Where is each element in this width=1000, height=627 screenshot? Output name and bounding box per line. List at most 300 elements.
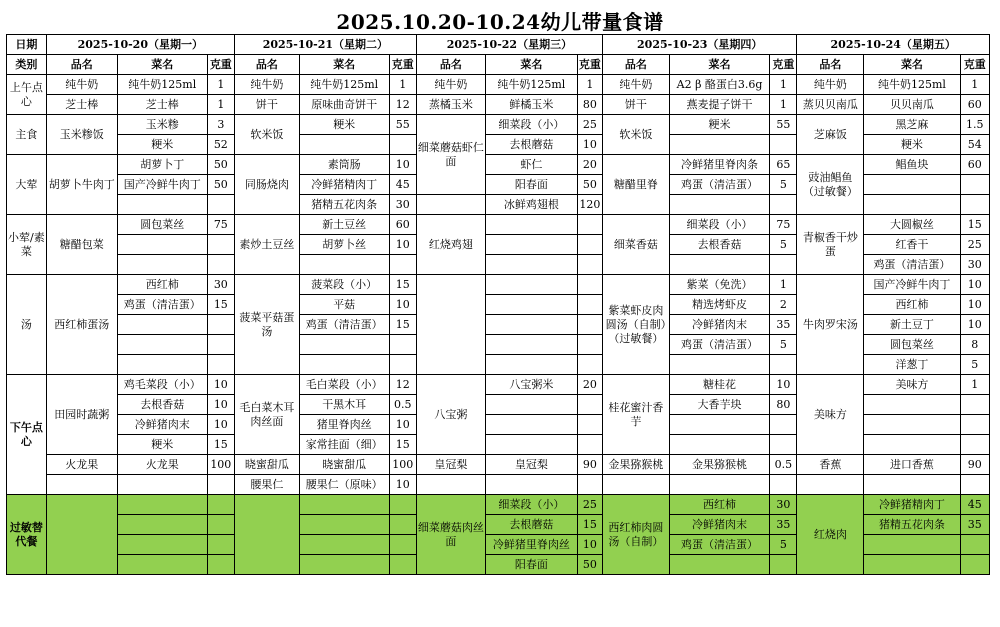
weight-cell: 90 — [960, 455, 989, 475]
weight-cell: 75 — [770, 215, 797, 235]
dish-cell: 细菜香菇 — [602, 215, 669, 275]
ingredient-cell: 鸡蛋（清洁蛋） — [864, 255, 960, 275]
dish-cell: 晓蜜甜瓜 — [234, 455, 299, 475]
ingredient-cell — [117, 475, 207, 495]
weight-cell: 15 — [207, 435, 234, 455]
dish-cell: 香蕉 — [797, 455, 864, 475]
weight-cell — [207, 355, 234, 375]
ingredient-cell — [485, 475, 577, 495]
ingredient-cell: 西红柿 — [864, 295, 960, 315]
ingredient-cell: 阳春面 — [485, 555, 577, 575]
dish-cell: 胡萝卜牛肉丁 — [46, 155, 117, 215]
ingredient-cell: 细菜段（小） — [485, 115, 577, 135]
ingredient-cell: 去根蘑菇 — [485, 135, 577, 155]
weight-cell: 1 — [577, 75, 602, 95]
ingredient-cell: 芝士棒 — [117, 95, 207, 115]
weight-cell — [960, 555, 989, 575]
weight-cell: 50 — [207, 155, 234, 175]
dish-cell: 皇冠梨 — [416, 455, 485, 475]
weight-cell: 1 — [389, 75, 416, 95]
weight-cell — [389, 135, 416, 155]
weight-cell: 45 — [389, 175, 416, 195]
table-row — [7, 95, 990, 115]
table-row — [7, 375, 990, 395]
ingredient-cell: 冷鲜猪精肉丁 — [864, 495, 960, 515]
ingredient-cell: 西红柿 — [117, 275, 207, 295]
table-row — [7, 115, 990, 135]
dish-cell — [602, 475, 669, 495]
ingredient-cell — [299, 255, 389, 275]
dish-cell: 蒸贝贝南瓜 — [797, 95, 864, 115]
dish-cell: 金果猕猴桃 — [602, 455, 669, 475]
dish-cell: 纯牛奶 — [797, 75, 864, 95]
ingredient-cell: 精选烤虾皮 — [669, 295, 769, 315]
dish-cell: 紫菜虾皮肉圆汤（自制）（过敏餐） — [602, 275, 669, 375]
weight-cell — [389, 355, 416, 375]
dish-label: 品名 — [602, 55, 669, 75]
dish-cell: 糖醋包菜 — [46, 215, 117, 275]
ingredient-cell: A2 β 酪蛋白3.6g — [669, 75, 769, 95]
weight-cell: 25 — [577, 495, 602, 515]
ingredient-cell: 红香干 — [864, 235, 960, 255]
weight-cell: 10 — [577, 135, 602, 155]
date-label: 日期 — [7, 35, 47, 55]
day-header-thu: 2025-10-23（星期四） — [602, 35, 796, 55]
dish-cell: 西红柿蛋汤 — [46, 275, 117, 375]
ingredient-cell: 冷鲜猪精肉丁 — [299, 175, 389, 195]
weight-cell: 1 — [207, 95, 234, 115]
weight-cell — [770, 355, 797, 375]
weight-cell — [577, 215, 602, 235]
weight-cell — [577, 475, 602, 495]
ingredient-cell: 冰鲜鸡翅根 — [485, 195, 577, 215]
ingredient-cell: 大香芋块 — [669, 395, 769, 415]
category-label: 类别 — [7, 55, 47, 75]
weight-cell — [389, 555, 416, 575]
weight-cell: 30 — [389, 195, 416, 215]
dish-cell: 牛肉罗宋汤 — [797, 275, 864, 375]
weight-cell — [577, 235, 602, 255]
ingredient-cell — [485, 295, 577, 315]
weight-cell — [207, 555, 234, 575]
weight-cell — [960, 395, 989, 415]
weight-cell — [577, 315, 602, 335]
weight-cell: 75 — [207, 215, 234, 235]
weight-cell — [207, 535, 234, 555]
weight-cell: 55 — [770, 115, 797, 135]
weight-cell: 60 — [389, 215, 416, 235]
ingredient-cell: 毛白菜段（小） — [299, 375, 389, 395]
ingredient-cell — [669, 435, 769, 455]
dish-cell: 饼干 — [602, 95, 669, 115]
ingredient-cell: 虾仁 — [485, 155, 577, 175]
ingredient-cell — [485, 315, 577, 335]
ingredient-cell — [299, 335, 389, 355]
weight-cell: 5 — [770, 535, 797, 555]
table-row — [7, 155, 990, 175]
weight-cell: 55 — [389, 115, 416, 135]
ingredient-cell — [117, 315, 207, 335]
weight-cell — [207, 235, 234, 255]
weight-cell: 30 — [770, 495, 797, 515]
ingredient-cell — [485, 415, 577, 435]
dish-cell: 细菜蘑菇肉丝面 — [416, 495, 485, 575]
category-cell: 下午点心 — [7, 375, 47, 495]
weight-cell: 10 — [577, 535, 602, 555]
ingredient-cell — [864, 475, 960, 495]
ingredient-cell — [117, 335, 207, 355]
ingredient-cell: 纯牛奶125ml — [299, 75, 389, 95]
weight-cell — [389, 515, 416, 535]
weight-cell: 100 — [389, 455, 416, 475]
ingredient-cell — [299, 555, 389, 575]
ingredient-cell — [117, 255, 207, 275]
weight-cell: 50 — [207, 175, 234, 195]
weight-cell: 35 — [770, 315, 797, 335]
weight-label: 克重 — [207, 55, 234, 75]
weight-cell — [389, 255, 416, 275]
menu-title: 2025.10.20-10.24幼儿带量食谱 — [336, 10, 664, 34]
weight-cell: 60 — [960, 95, 989, 115]
weight-cell: 15 — [207, 295, 234, 315]
ingredient-cell: 粳米 — [669, 115, 769, 135]
weight-cell — [389, 535, 416, 555]
ingredient-cell — [864, 415, 960, 435]
ingredient-cell: 冷鲜猪肉末 — [669, 515, 769, 535]
dish-cell: 八宝粥 — [416, 375, 485, 455]
dish-label: 品名 — [46, 55, 117, 75]
ingredient-cell — [669, 555, 769, 575]
ingredient-cell — [117, 235, 207, 255]
weight-cell: 5 — [770, 235, 797, 255]
ingredient-cell — [299, 355, 389, 375]
ingredient-cell — [117, 195, 207, 215]
weight-cell — [577, 355, 602, 375]
weight-cell: 10 — [960, 275, 989, 295]
ingredient-cell — [299, 535, 389, 555]
weight-cell: 52 — [207, 135, 234, 155]
dish-cell: 纯牛奶 — [234, 75, 299, 95]
weight-cell: 15 — [960, 215, 989, 235]
weight-cell — [960, 435, 989, 455]
weight-label: 克重 — [577, 55, 602, 75]
ingredient-cell — [299, 135, 389, 155]
ingredient-cell: 冷鲜猪里脊肉条 — [669, 155, 769, 175]
weight-cell — [577, 415, 602, 435]
weight-cell: 0.5 — [770, 455, 797, 475]
weight-cell: 35 — [960, 515, 989, 535]
weight-cell: 50 — [577, 555, 602, 575]
dish-cell: 田园时蔬粥 — [46, 375, 117, 455]
ingredient-cell: 冷鲜猪肉末 — [669, 315, 769, 335]
ingredient-cell: 阳春面 — [485, 175, 577, 195]
ingredient-cell — [864, 535, 960, 555]
weight-cell: 1 — [207, 75, 234, 95]
dish-cell — [416, 475, 485, 495]
ingredient-label: 菜名 — [485, 55, 577, 75]
dish-cell: 腰果仁 — [234, 475, 299, 495]
ingredient-label: 菜名 — [117, 55, 207, 75]
table-row — [7, 495, 990, 515]
ingredient-cell: 干黑木耳 — [299, 395, 389, 415]
ingredient-cell: 燕麦提子饼干 — [669, 95, 769, 115]
ingredient-cell — [485, 255, 577, 275]
weight-cell: 1 — [770, 275, 797, 295]
dish-cell: 红烧鸡翅 — [416, 215, 485, 275]
ingredient-cell — [485, 215, 577, 235]
ingredient-cell — [669, 415, 769, 435]
weight-cell: 10 — [960, 295, 989, 315]
weight-cell — [207, 495, 234, 515]
weight-cell: 1 — [960, 75, 989, 95]
weight-cell: 10 — [207, 395, 234, 415]
table-row — [7, 475, 990, 495]
ingredient-cell: 国产冷鲜牛肉丁 — [117, 175, 207, 195]
dish-label: 品名 — [416, 55, 485, 75]
weight-cell — [960, 475, 989, 495]
weight-cell — [960, 175, 989, 195]
weight-cell: 5 — [770, 335, 797, 355]
weight-cell — [770, 555, 797, 575]
weight-cell: 60 — [960, 155, 989, 175]
ingredient-cell: 细菜段（小） — [485, 495, 577, 515]
weight-cell — [577, 295, 602, 315]
weight-cell: 100 — [207, 455, 234, 475]
ingredient-cell: 家常挂面（细） — [299, 435, 389, 455]
weight-cell: 5 — [770, 175, 797, 195]
ingredient-cell: 粳米 — [117, 135, 207, 155]
dish-cell: 细菜蘑菇虾仁面 — [416, 115, 485, 195]
weight-cell: 30 — [207, 275, 234, 295]
weight-cell: 1.5 — [960, 115, 989, 135]
ingredient-cell: 鸡毛菜段（小） — [117, 375, 207, 395]
ingredient-cell — [669, 355, 769, 375]
dish-cell — [797, 475, 864, 495]
weight-cell: 10 — [389, 415, 416, 435]
category-cell: 汤 — [7, 275, 47, 375]
dish-cell: 素炒土豆丝 — [234, 215, 299, 275]
table-row — [7, 215, 990, 235]
weight-cell — [207, 475, 234, 495]
weight-cell: 10 — [770, 375, 797, 395]
ingredient-cell — [117, 555, 207, 575]
weight-cell: 1 — [960, 375, 989, 395]
category-cell: 大荤 — [7, 155, 47, 215]
weight-cell: 10 — [389, 155, 416, 175]
weight-cell: 3 — [207, 115, 234, 135]
weight-cell: 15 — [577, 515, 602, 535]
ingredient-cell: 鸡蛋（清洁蛋） — [669, 335, 769, 355]
ingredient-cell: 鲜橘玉米 — [485, 95, 577, 115]
day-header-fri: 2025-10-24（星期五） — [797, 35, 990, 55]
weight-cell: 120 — [577, 195, 602, 215]
weight-cell — [577, 395, 602, 415]
ingredient-cell: 鲳鱼块 — [864, 155, 960, 175]
ingredient-cell: 素筒肠 — [299, 155, 389, 175]
ingredient-cell: 粳米 — [117, 435, 207, 455]
ingredient-cell: 胡萝卜丁 — [117, 155, 207, 175]
weight-cell: 25 — [960, 235, 989, 255]
dish-cell: 同肠烧肉 — [234, 155, 299, 215]
ingredient-cell: 粳米 — [864, 135, 960, 155]
weight-cell: 1 — [770, 95, 797, 115]
ingredient-cell: 平菇 — [299, 295, 389, 315]
weight-cell: 20 — [577, 375, 602, 395]
weight-cell — [207, 335, 234, 355]
ingredient-cell: 鸡蛋（清洁蛋） — [669, 175, 769, 195]
ingredient-cell — [864, 175, 960, 195]
table-row — [7, 275, 990, 295]
ingredient-cell — [485, 355, 577, 375]
dish-cell: 红烧肉 — [797, 495, 864, 575]
weight-cell — [960, 195, 989, 215]
weight-label: 克重 — [389, 55, 416, 75]
dish-cell: 菠菜平菇蛋汤 — [234, 275, 299, 375]
category-cell: 过敏替代餐 — [7, 495, 47, 575]
ingredient-cell: 细菜段（小） — [669, 215, 769, 235]
weight-cell: 10 — [389, 475, 416, 495]
dish-cell: 毛白菜木耳肉丝面 — [234, 375, 299, 455]
ingredient-cell: 晓蜜甜瓜 — [299, 455, 389, 475]
dish-cell: 青椒香干炒蛋 — [797, 215, 864, 275]
dish-cell: 火龙果 — [46, 455, 117, 475]
weight-cell — [577, 335, 602, 355]
ingredient-cell: 纯牛奶125ml — [117, 75, 207, 95]
ingredient-cell: 鸡蛋（清洁蛋） — [299, 315, 389, 335]
ingredient-label: 菜名 — [299, 55, 389, 75]
weight-cell — [770, 415, 797, 435]
category-cell: 主食 — [7, 115, 47, 155]
weight-cell — [960, 535, 989, 555]
ingredient-cell — [299, 515, 389, 535]
ingredient-cell: 新土豆丝 — [299, 215, 389, 235]
ingredient-cell: 纯牛奶125ml — [864, 75, 960, 95]
dish-cell: 美味方 — [797, 375, 864, 455]
weight-cell: 25 — [577, 115, 602, 135]
dish-cell: 纯牛奶 — [416, 75, 485, 95]
weight-cell: 12 — [389, 375, 416, 395]
ingredient-cell: 冷鲜猪里脊肉丝 — [485, 535, 577, 555]
ingredient-cell: 八宝粥米 — [485, 375, 577, 395]
ingredient-cell: 胡萝卜丝 — [299, 235, 389, 255]
weight-cell: 54 — [960, 135, 989, 155]
weight-cell: 10 — [960, 315, 989, 335]
ingredient-cell: 去根香菇 — [669, 235, 769, 255]
ingredient-cell: 皇冠梨 — [485, 455, 577, 475]
ingredient-cell — [669, 195, 769, 215]
weight-cell: 45 — [960, 495, 989, 515]
weight-cell: 90 — [577, 455, 602, 475]
date-header-row — [7, 35, 990, 55]
weight-cell — [770, 435, 797, 455]
ingredient-cell: 去根蘑菇 — [485, 515, 577, 535]
ingredient-cell: 鸡蛋（清洁蛋） — [669, 535, 769, 555]
ingredient-cell: 西红柿 — [669, 495, 769, 515]
weight-cell: 2 — [770, 295, 797, 315]
ingredient-cell: 粳米 — [299, 115, 389, 135]
weight-cell: 10 — [207, 415, 234, 435]
dish-cell: 糖醋里脊 — [602, 155, 669, 215]
ingredient-cell — [117, 495, 207, 515]
ingredient-cell — [669, 255, 769, 275]
ingredient-cell: 纯牛奶125ml — [485, 75, 577, 95]
ingredient-cell: 圆包菜丝 — [117, 215, 207, 235]
dish-cell: 玉米糁饭 — [46, 115, 117, 155]
weight-cell: 10 — [389, 295, 416, 315]
dish-cell: 软米饭 — [234, 115, 299, 155]
day-header-mon: 2025-10-20（星期一） — [46, 35, 234, 55]
ingredient-cell — [485, 235, 577, 255]
weight-cell — [389, 335, 416, 355]
ingredient-cell: 糖桂花 — [669, 375, 769, 395]
dish-cell: 芝士棒 — [46, 95, 117, 115]
weight-cell: 5 — [960, 355, 989, 375]
weight-cell: 35 — [770, 515, 797, 535]
ingredient-cell: 火龙果 — [117, 455, 207, 475]
weight-cell — [577, 435, 602, 455]
dish-label: 品名 — [797, 55, 864, 75]
dish-cell: 软米饭 — [602, 115, 669, 155]
dish-cell: 饼干 — [234, 95, 299, 115]
ingredient-cell — [299, 495, 389, 515]
ingredient-cell: 国产冷鲜牛肉丁 — [864, 275, 960, 295]
ingredient-cell — [669, 475, 769, 495]
dish-cell — [416, 275, 485, 375]
category-cell: 小荤/素菜 — [7, 215, 47, 275]
weight-cell — [770, 195, 797, 215]
ingredient-cell: 紫菜（免洗） — [669, 275, 769, 295]
ingredient-label: 菜名 — [669, 55, 769, 75]
dish-cell — [416, 195, 485, 215]
ingredient-cell: 猪里脊肉丝 — [299, 415, 389, 435]
ingredient-cell: 腰果仁（原味） — [299, 475, 389, 495]
ingredient-cell — [485, 435, 577, 455]
table-row — [7, 75, 990, 95]
weight-cell: 10 — [389, 235, 416, 255]
ingredient-cell — [864, 435, 960, 455]
ingredient-cell: 新土豆丁 — [864, 315, 960, 335]
dish-cell: 西红柿肉圆汤（自制） — [602, 495, 669, 575]
weight-cell: 0.5 — [389, 395, 416, 415]
dish-cell: 纯牛奶 — [602, 75, 669, 95]
dish-cell: 纯牛奶 — [46, 75, 117, 95]
dish-cell — [234, 495, 299, 575]
dish-cell: 桂花蜜汁香芋 — [602, 375, 669, 455]
ingredient-cell: 圆包菜丝 — [864, 335, 960, 355]
weight-cell — [389, 495, 416, 515]
ingredient-cell — [864, 555, 960, 575]
ingredient-cell: 猪精五花肉条 — [864, 515, 960, 535]
weight-cell — [770, 475, 797, 495]
weight-cell — [577, 255, 602, 275]
ingredient-cell: 贝贝南瓜 — [864, 95, 960, 115]
weight-cell: 12 — [389, 95, 416, 115]
dish-cell: 豉油鲳鱼（过敏餐） — [797, 155, 864, 215]
ingredient-cell: 美味方 — [864, 375, 960, 395]
weight-cell — [577, 275, 602, 295]
weight-cell — [207, 195, 234, 215]
weight-cell: 1 — [770, 75, 797, 95]
ingredient-cell: 菠菜段（小） — [299, 275, 389, 295]
ingredient-cell — [864, 195, 960, 215]
weight-cell: 50 — [577, 175, 602, 195]
weight-cell: 8 — [960, 335, 989, 355]
ingredient-cell — [485, 395, 577, 415]
ingredient-cell — [485, 335, 577, 355]
ingredient-cell — [117, 535, 207, 555]
weight-cell: 80 — [577, 95, 602, 115]
weight-cell: 80 — [770, 395, 797, 415]
